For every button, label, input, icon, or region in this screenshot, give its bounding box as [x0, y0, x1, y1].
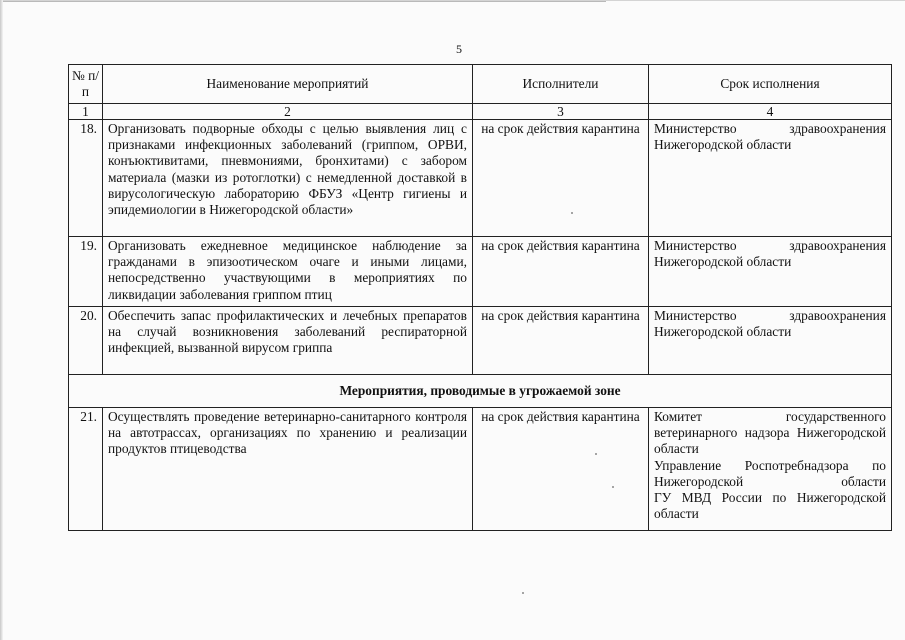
row-term: на срок действия карантина: [473, 408, 649, 531]
scan-artifact-line: [0, 1, 606, 2]
row-number: 21.: [69, 408, 103, 531]
column-index: 1: [69, 104, 103, 120]
scan-speck: [571, 212, 573, 214]
section-title: Мероприятия, проводимые в угрожаемой зоне: [69, 375, 892, 408]
row-term: на срок действия карантина: [473, 120, 649, 237]
table-header-row: [69, 65, 892, 104]
row-number: 19.: [69, 237, 103, 307]
measures-table: [68, 64, 892, 531]
section-row: [69, 375, 892, 408]
header-number: № п/п: [69, 65, 103, 104]
column-index: 2: [103, 104, 473, 120]
row-term: на срок действия карантина: [473, 307, 649, 375]
table-row: [69, 408, 892, 531]
column-index: 4: [649, 104, 892, 120]
column-index: 3: [473, 104, 649, 120]
row-executor: Министерство здравоохранения Нижегородской области: [649, 120, 892, 237]
scan-speck: [612, 486, 614, 488]
column-index-row: [69, 104, 892, 120]
executor-item: Управление Роспотребнадзора по Нижегородской области: [654, 457, 886, 489]
row-executor-list: [649, 408, 892, 531]
row-action: Осуществлять проведение ветеринарно-санитарного контроля на автотрассах, организациях по хранению и реализации продуктов птицеводства: [103, 408, 473, 531]
executor-item: Комитет государственного ветеринарного надзора Нижегородской области: [654, 409, 886, 457]
table-row: [69, 120, 892, 237]
row-action: Обеспечить запас профилактических и лечебных препаратов на случай возникновения заболеваний респираторной инфекцией, вызванной вирусом гриппа: [103, 307, 473, 375]
row-number: 20.: [69, 307, 103, 375]
scan-speck: [595, 453, 597, 455]
page-number: 5: [456, 42, 462, 56]
table-row: [69, 307, 892, 375]
row-number: 18.: [69, 120, 103, 237]
scan-artifact-edge: [0, 0, 3, 640]
row-action: Организовать ежедневное медицинское наблюдение за гражданами в эпизоотическом очаге и иными лицами, непосредственно участвующими в мероприятиях по ликвидации заболевания гриппом птиц: [103, 237, 473, 307]
row-action: Организовать подворные обходы с целью выявления лиц с признаками инфекционных заболеваний (гриппом, ОРВИ, конъюктивитами, пневмониями, бронхитами) с забором материала (мазки из ротоглотки) с немедленной доставкой в вирусологическую лабораторию ФБУЗ «Центр гигиены и эпидемиологии в Нижегородской области»: [103, 120, 473, 237]
table-row: [69, 237, 892, 307]
executor-item: ГУ МВД России по Нижегородской области: [654, 490, 886, 522]
scan-speck: [522, 592, 524, 594]
row-term: на срок действия карантина: [473, 237, 649, 307]
header-executors: Исполнители: [473, 65, 649, 104]
row-executor: Министерство здравоохранения Нижегородской области: [649, 307, 892, 375]
header-action: Наименование мероприятий: [103, 65, 473, 104]
row-executor: Министерство здравоохранения Нижегородской области: [649, 237, 892, 307]
header-deadline: Срок исполнения: [649, 65, 892, 104]
